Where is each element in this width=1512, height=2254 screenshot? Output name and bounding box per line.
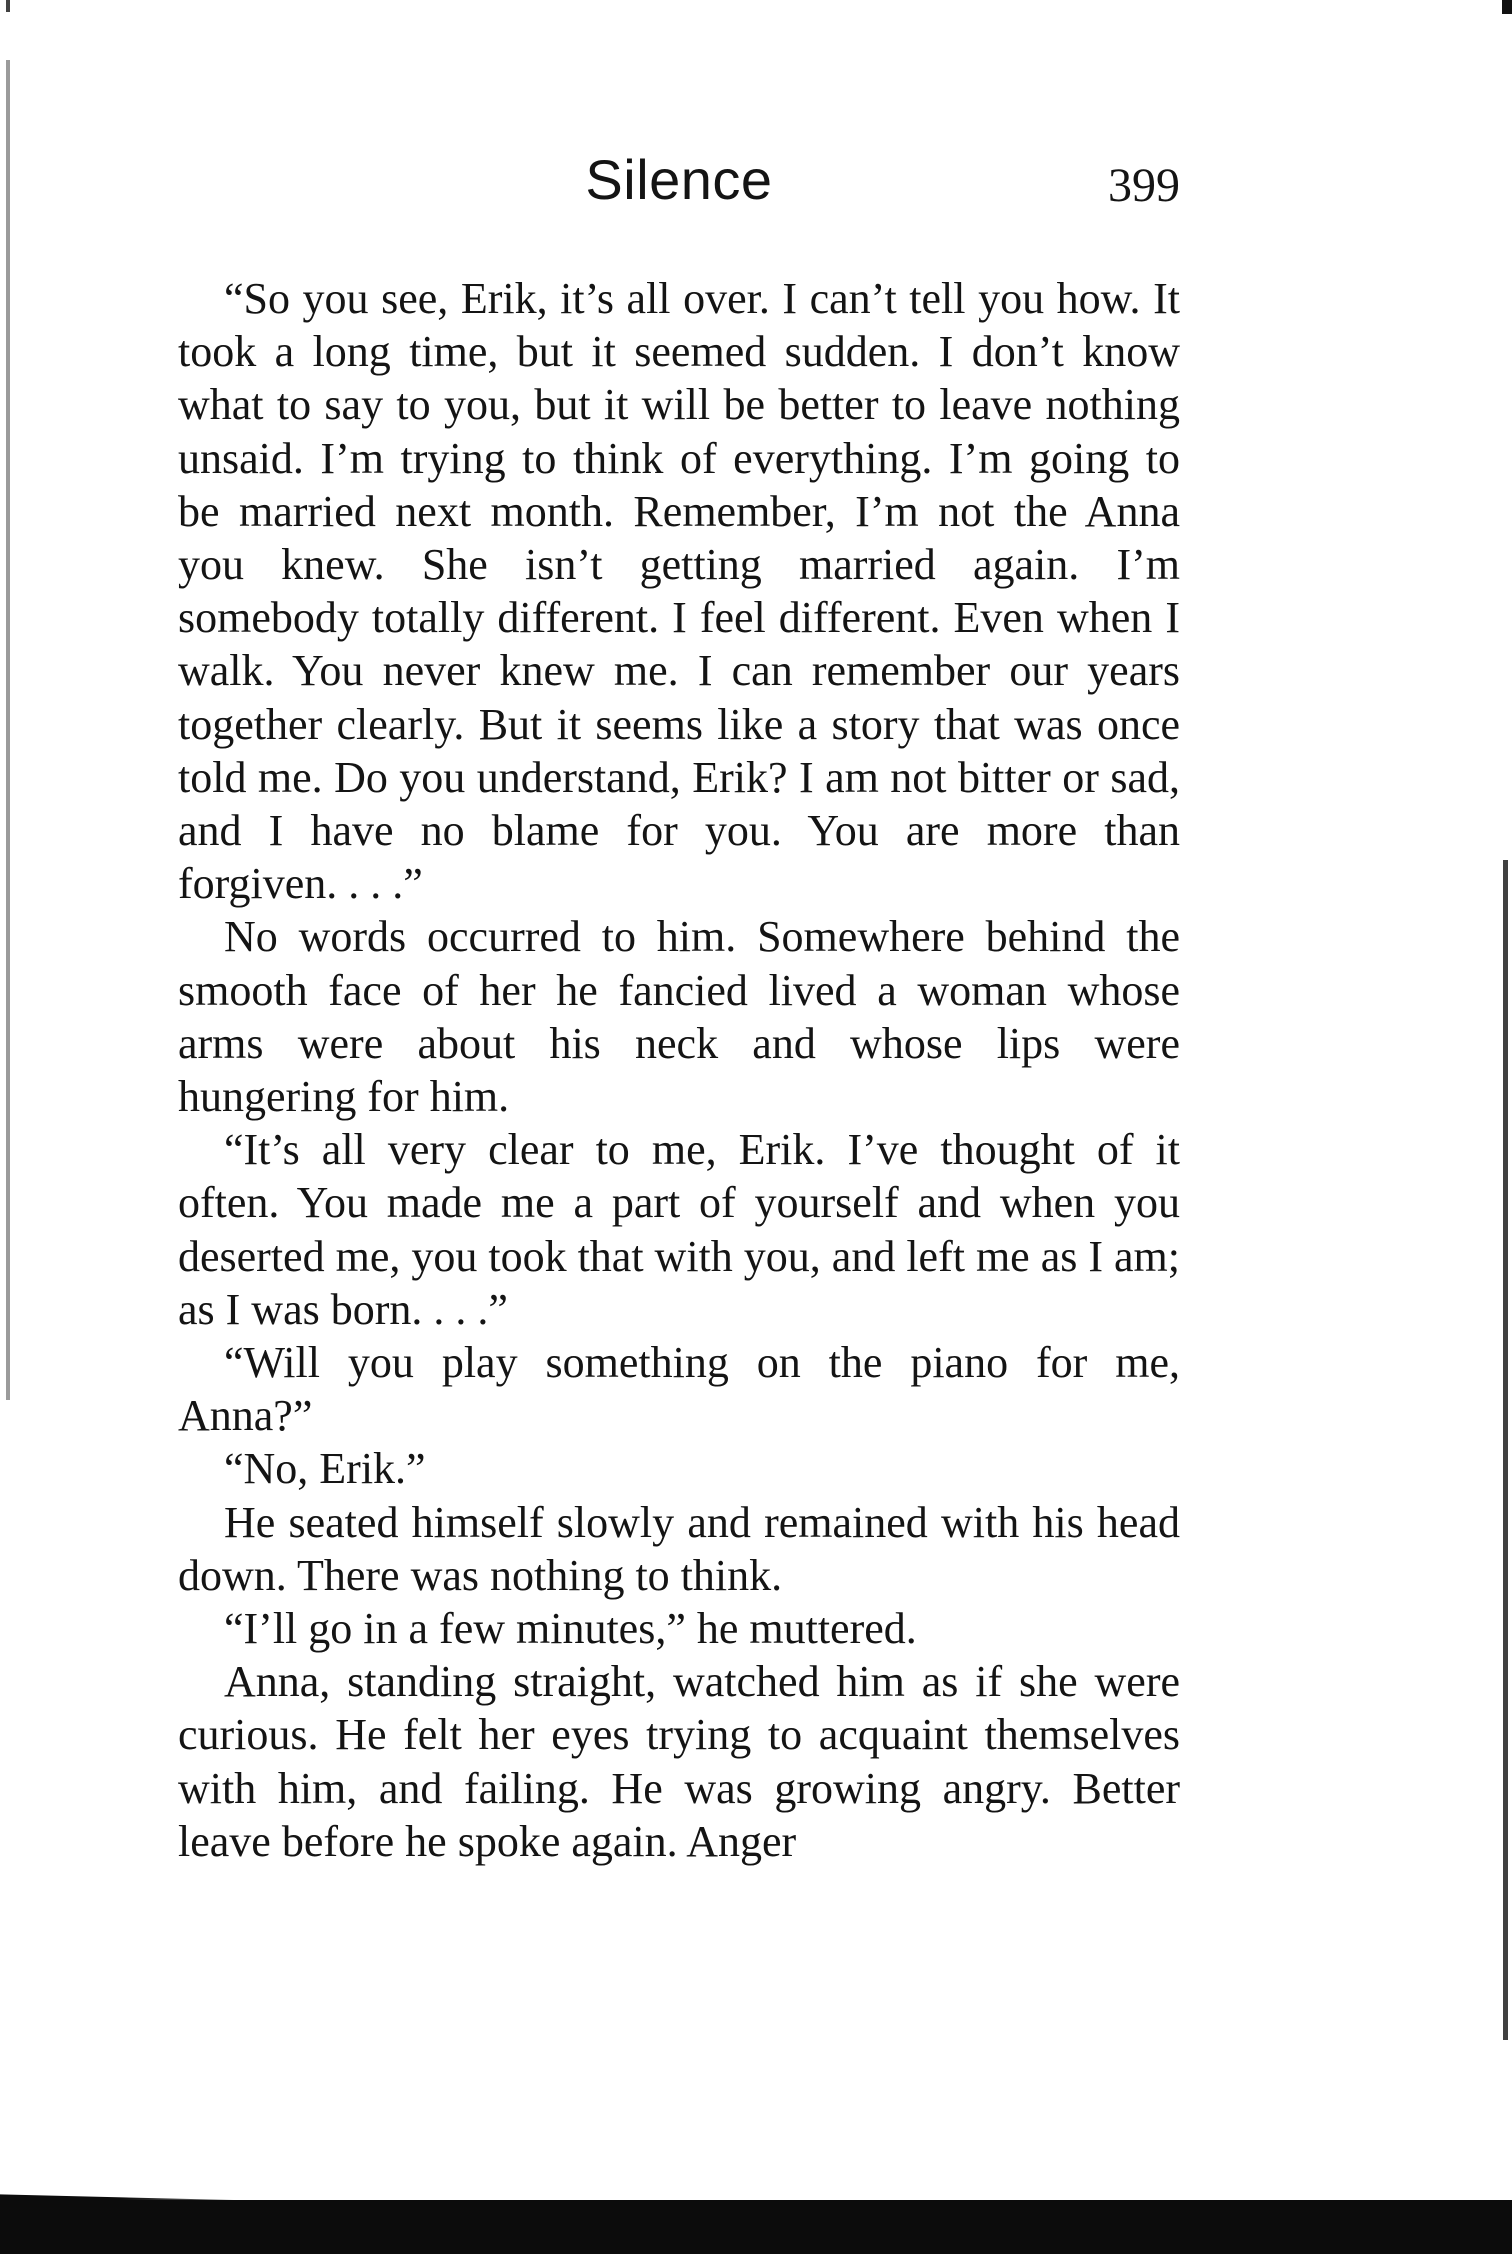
paragraph-1: “So you see, Erik, it’s all over. I can’t tell you how. It took a long time, but it seemed sudden. I don’t know what to say to you, but it will be better to leave nothing unsaid. I’m trying to think of everything. I’m going to be married next month. Remember, I’m not the Anna you knew. She isn’t getting married again. I’m somebody totally different. I feel different. Even when I walk. You never knew me. I can remember our years together clearly. But it seems like a story that was once told me. Do you understand, Erik? I am not bitter or sad, and I have no blame for you. You are more than forgiven. . . .” (178, 274, 1180, 909)
scan-corner-mark (1502, 0, 1512, 14)
paragraph-4: “Will you play something on the piano for me, Anna?” (178, 1338, 1180, 1441)
paragraph-6: He seated himself slowly and remained with his head down. There was nothing to think. (178, 1497, 1180, 1600)
paragraph-7: “I’ll go in a few minutes,” he muttered. (224, 1604, 917, 1654)
page-number: 399 (1108, 159, 1180, 212)
scan-right-edge (1503, 860, 1508, 2040)
scan-bottom-shadow (0, 2200, 1512, 2254)
paragraph-5: “No, Erik.” (224, 1444, 426, 1494)
scan-left-edge (6, 0, 10, 2254)
paragraph-3: “It’s all very clear to me, Erik. I’ve thought of it often. You made me a part of yourself and when you deserted me, you took that with you, and left me as I am; as I was born. . . .” (178, 1125, 1180, 1334)
running-title: Silence (585, 148, 773, 211)
paragraph-8: Anna, standing straight, watched him as if she were curious. He felt her eyes trying to acquaint themselves with him, and failing. He was growing angry. Better leave before he spoke again. Anger (178, 1657, 1180, 1866)
paragraph-2: No words occurred to him. Somewhere behind the smooth face of her he fancied lived a woman whose arms were about his neck and whose lips were hungering for him. (178, 912, 1180, 1122)
body-text (178, 272, 1180, 1868)
page-header (178, 140, 1180, 220)
